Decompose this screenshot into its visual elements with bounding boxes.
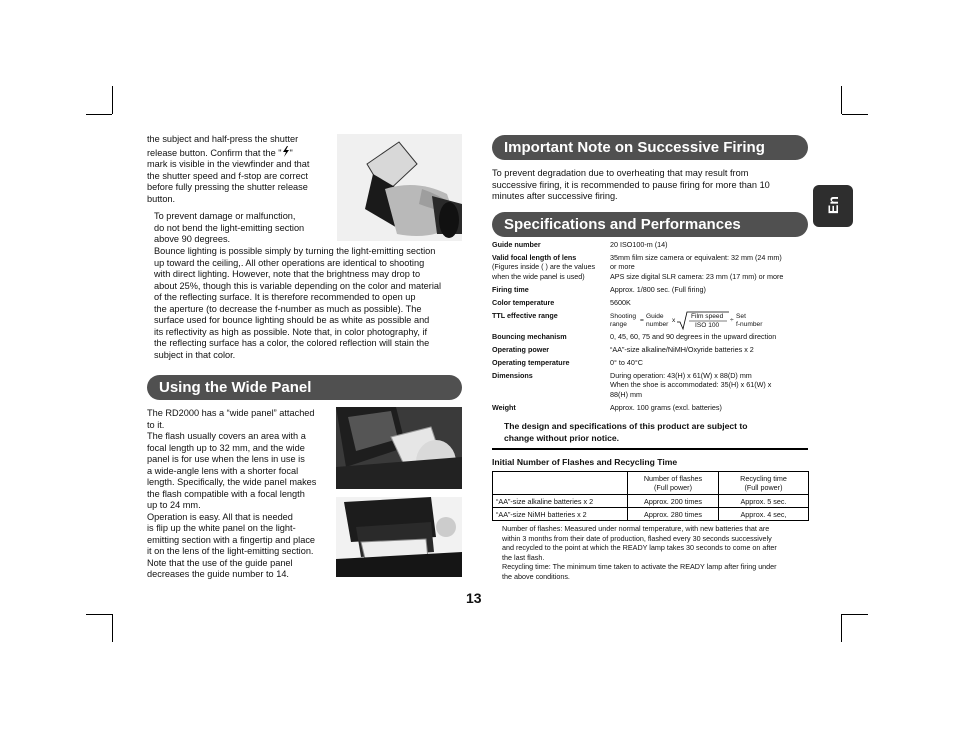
bounce-line: the aperture (to decrease the f-number as much as possible). The xyxy=(154,303,422,314)
spec-note: when the wide panel is used) xyxy=(492,271,585,281)
language-tab xyxy=(813,185,853,227)
wide-panel-photo-2 xyxy=(336,497,462,577)
spec-row xyxy=(492,311,808,333)
bounce-line: the reflecting surface has a color, the colored reflection will stain the xyxy=(154,338,430,348)
recycle-title: Initial Number of Flashes and Recycling Time xyxy=(492,457,678,467)
left-intro xyxy=(147,134,329,205)
caution-line: To prevent damage or malfunction, xyxy=(154,211,296,221)
intro-line: the shutter speed and f-stop are correct xyxy=(147,170,308,181)
spec-value-line: or more xyxy=(610,262,635,272)
table-cell: “AA”-size NiMH batteries x 2 xyxy=(493,508,628,521)
spec-label: Color temperature xyxy=(492,298,555,307)
caution-line: do not bend the light-emitting section xyxy=(154,222,305,233)
bounce-line: up toward the ceiling,. All other operations are identical to shooting xyxy=(154,257,425,268)
crop-mark xyxy=(86,614,112,615)
footnote-line: the last flash. xyxy=(502,552,545,562)
wide-panel-line: Operation is easy. All that is needed xyxy=(147,511,293,522)
ttl-guide-number: Guide number xyxy=(646,313,669,328)
intro-line: before fully pressing the shutter release xyxy=(147,182,308,192)
spec-label: Dimensions xyxy=(492,371,533,380)
crop-mark xyxy=(112,86,113,114)
wide-panel-line: decreases the guide number to 14. xyxy=(147,569,289,579)
table-cell: Approx. 4 sec, xyxy=(719,508,809,521)
wide-panel-line: it on the lens of the light-emitting section. xyxy=(147,546,314,556)
table-row xyxy=(493,495,809,508)
wide-panel-line: focal length up to 32 mm, and the wide xyxy=(147,442,305,453)
bounce-text xyxy=(154,246,464,361)
bounce-line: surface used for bounce lighting should be as white as possible and xyxy=(154,315,430,325)
spec-label: Operating temperature xyxy=(492,358,570,367)
spec-label: Firing time xyxy=(492,285,529,294)
wide-panel-title: Using the Wide Panel xyxy=(147,375,462,400)
spec-label: Weight xyxy=(492,403,516,412)
notice-divider xyxy=(492,448,808,450)
spec-value: 0, 45, 60, 75 and 90 degrees in the upward direction xyxy=(610,332,777,341)
spec-value: Approx. 100 grams (excl. batteries) xyxy=(610,403,722,412)
wide-panel-text xyxy=(147,408,332,581)
spec-value: Approx. 1/800 sec. (Full firing) xyxy=(610,285,706,294)
wide-panel-line: length. Specifically, the wide panel makes xyxy=(147,477,317,487)
bounce-line: of the reflecting surface. It is therefore recommended to open up xyxy=(154,292,416,302)
table-row xyxy=(493,472,809,495)
wide-panel-line: is flip up the white panel on the light- xyxy=(147,523,296,533)
specs-title: Specifications and Performances xyxy=(492,212,808,237)
spec-value: 0° to 40°C xyxy=(610,358,643,367)
ttl-times: x xyxy=(672,317,676,324)
wide-panel-line: up to 24 mm. xyxy=(147,500,201,510)
wide-panel-line: Note that the use of the guide panel xyxy=(147,557,293,568)
notice-line: The design and specifications of this product are subject to xyxy=(504,421,748,431)
intro-line: release button. Confirm that the " " xyxy=(147,147,293,158)
spec-value: 5600K xyxy=(610,298,631,307)
footnote-line: Number of flashes: Measured under normal temperature, with new batteries that are xyxy=(502,524,770,533)
wide-panel-line: a wide-angle lens with a shorter focal xyxy=(147,465,299,476)
spec-label xyxy=(492,253,610,281)
successive-line: successive firing, it is recommended to pause firing for more than 10 xyxy=(492,179,770,190)
spec-label: Operating power xyxy=(492,345,550,354)
spec-label: TTL effective range xyxy=(492,311,558,320)
spec-value-line: During operation: 43(H) x 61(W) x 88(D) mm xyxy=(610,371,752,380)
wide-panel-line: The flash usually covers an area with a xyxy=(147,431,306,441)
intro-line: button. xyxy=(147,193,176,204)
caution-text xyxy=(154,211,334,246)
spec-value xyxy=(610,371,808,399)
spec-label: Bouncing mechanism xyxy=(492,332,567,341)
footnote-line: and recycled to the point at which the READY lamp takes 30 seconds to come on after xyxy=(502,543,777,553)
footnote-text xyxy=(502,524,810,582)
crop-mark xyxy=(841,614,842,642)
intro-line: mark is visible in the viewfinder and that xyxy=(147,159,310,169)
successive-firing-title: Important Note on Successive Firing xyxy=(492,135,808,160)
footnote-line: within 3 months from their date of production, flashed every 30 seconds successively xyxy=(502,533,772,543)
spec-label-text: Valid focal length of lens xyxy=(492,253,577,262)
crop-mark xyxy=(842,614,868,615)
bounce-line: subject in that color. xyxy=(154,349,236,360)
flash-bounce-photo xyxy=(337,134,462,241)
intro-line: the subject and half-press the shutter xyxy=(147,134,299,144)
spec-value-line: When the shoe is accommodated: 35(H) x 61(W) x xyxy=(610,380,772,390)
wide-panel-line: the flash compatible with a focal length xyxy=(147,488,305,499)
bounce-line: about 25%, though this is variable depending on the color and material xyxy=(154,280,442,291)
spec-value-line: APS size digital SLR camera: 23 mm (17 mm) or more xyxy=(610,271,784,281)
table-cell: Approx. 5 sec. xyxy=(719,495,809,508)
recycle-table xyxy=(492,471,809,521)
bounce-line: with direct lighting. However, note that the brightness may drop to xyxy=(154,269,421,279)
wide-panel-illustration-1 xyxy=(336,407,462,489)
spec-value-line: 88(H) mm xyxy=(610,389,642,399)
wide-panel-photo-1 xyxy=(336,407,462,489)
caution-line: above 90 degrees. xyxy=(154,234,231,244)
spec-row xyxy=(492,253,808,283)
footnote-line: the above conditions. xyxy=(502,571,570,581)
ttl-divide: ÷ xyxy=(730,317,734,324)
table-cell: “AA”-size alkaline batteries x 2 xyxy=(493,495,628,508)
ttl-iso: ISO 100 xyxy=(695,322,720,329)
bounce-line: Bounce lighting is possible simply by turning the light-emitting section xyxy=(154,246,436,256)
crop-mark xyxy=(112,614,113,642)
table-header: Recycling time (Full power) xyxy=(719,472,809,495)
bounce-line: its reflectivity as high as possible. Note that, in color photography, if xyxy=(154,326,428,337)
crop-mark xyxy=(841,86,842,114)
wide-panel-line: emitting section with a fingertip and place xyxy=(147,534,316,545)
language-tab-label: En xyxy=(825,196,841,214)
spec-value: “AA”-size alkaline/NiMH/Oxyride batteries x 2 xyxy=(610,345,754,354)
crop-mark xyxy=(842,114,868,115)
notice-line: change without prior notice. xyxy=(504,432,620,443)
successive-line: minutes after successive firing. xyxy=(492,191,618,201)
wide-panel-line: panel is for use when the lens in use is xyxy=(147,454,305,464)
notice-text xyxy=(504,421,804,444)
wide-panel-line: to it. xyxy=(147,419,165,430)
spec-label: Guide number xyxy=(492,240,541,249)
table-cell xyxy=(493,472,628,495)
successive-line: To prevent degradation due to overheating that may result from xyxy=(492,168,749,178)
spec-value: 20 ISO100-m (14) xyxy=(610,240,668,249)
ttl-film-speed: Film speed xyxy=(691,313,724,320)
table-row xyxy=(493,508,809,521)
flash-bounce-illustration xyxy=(337,134,462,241)
page-number: 13 xyxy=(466,590,482,606)
flash-bolt-icon xyxy=(282,146,290,157)
wide-panel-illustration-2 xyxy=(336,497,462,577)
ttl-set-fnumber: Set f-number xyxy=(736,313,763,328)
spec-value-line: 35mm film size camera or equivalent: 32 mm (24 mm) xyxy=(610,253,782,262)
spec-note: (Figures inside ( ) are the values xyxy=(492,262,596,272)
table-header: Number of flashes (Full power) xyxy=(628,472,719,495)
ttl-shooting-range: Shooting range xyxy=(610,313,637,328)
footnote-line: Recycling time: The minimum time taken to activate the READY lamp after firing under xyxy=(502,562,777,572)
spec-value xyxy=(610,253,808,281)
ttl-equals: = xyxy=(640,317,644,324)
table-cell: Approx. 200 times xyxy=(628,495,719,508)
successive-text xyxy=(492,168,808,203)
table-cell: Approx. 280 times xyxy=(628,508,719,521)
crop-mark xyxy=(86,114,112,115)
wide-panel-line: The RD2000 has a “wide panel” attached xyxy=(147,408,315,418)
